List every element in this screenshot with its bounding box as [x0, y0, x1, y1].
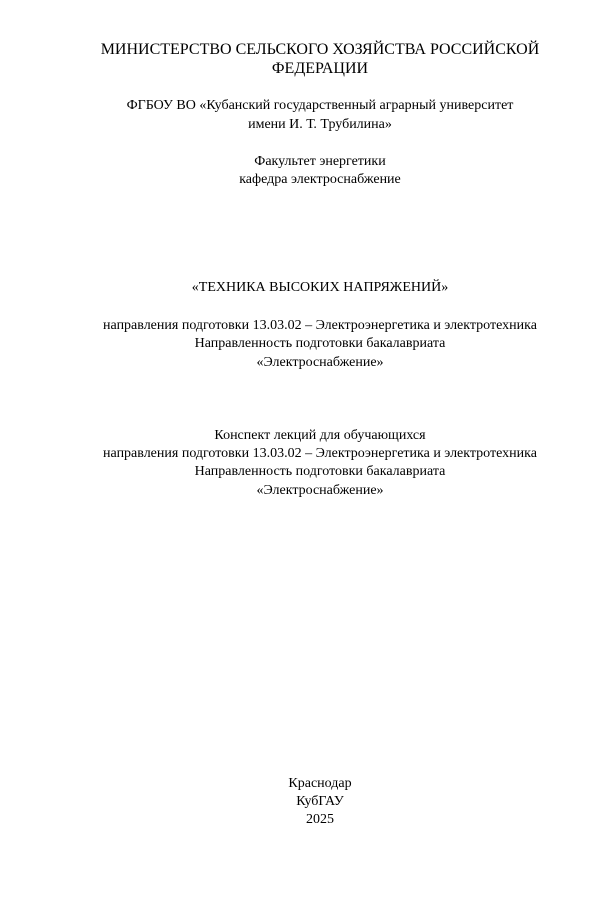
lecture-notes-profile: Направленность подготовки бакалавриата [194, 464, 446, 479]
course-direction: направления подготовки 13.03.02 – Электроэнергетика и электротехника [103, 318, 537, 333]
lecture-notes-direction: направления подготовки 13.03.02 – Электроэнергетика и электротехника [103, 446, 537, 461]
footer-publisher: КубГАУ [296, 794, 344, 809]
lecture-notes-profile-name: «Электроснабжение» [256, 483, 384, 498]
course-profile: Направленность подготовки бакалавриата [194, 336, 446, 351]
course-profile-name: «Электроснабжение» [256, 355, 384, 370]
lecture-notes-heading: Конспект лекций для обучающихся [214, 428, 426, 443]
ministry-line-2: ФЕДЕРАЦИИ [271, 60, 369, 77]
faculty-name: Факультет энергетики [254, 154, 386, 169]
university-line-1: ФГБОУ ВО «Кубанский государственный аграрный университет [126, 98, 514, 113]
footer-city: Краснодар [288, 776, 352, 791]
university-line-2: имени И. Т. Трубилина» [248, 117, 392, 132]
course-title: «ТЕХНИКА ВЫСОКИХ НАПРЯЖЕНИЙ» [191, 280, 449, 295]
ministry-line-1: МИНИСТЕРСТВО СЕЛЬСКОГО ХОЗЯЙСТВА РОССИЙСКОЙ [100, 41, 540, 58]
footer-year: 2025 [306, 812, 334, 827]
department-name: кафедра электроснабжение [239, 172, 401, 187]
